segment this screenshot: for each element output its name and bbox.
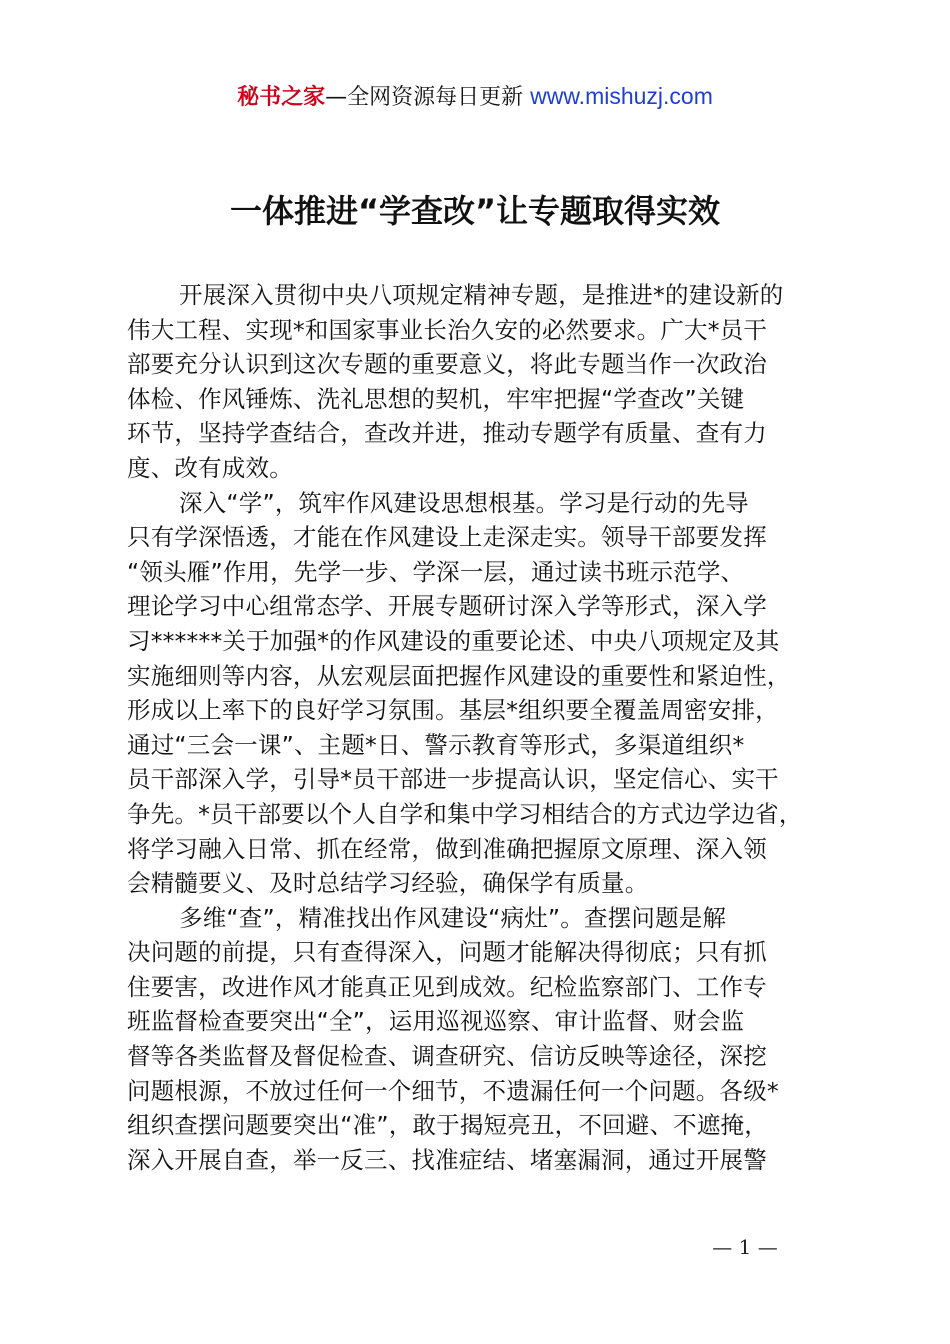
body-line: 多维“查”，精准找出作风建设“病灶”。查摆问题是解 xyxy=(179,903,727,932)
body-line: 形成以上率下的良好学习氛围。基层*组织要全覆盖周密安排， xyxy=(127,696,779,725)
body-line: 班监督检查要突出“全”，运用巡视巡察、审计监督、财会监 xyxy=(127,1007,745,1036)
body-line: 决问题的前提，只有查得深入，问题才能解决得彻底；只有抓 xyxy=(127,938,767,967)
site-url[interactable]: www.mishuzj.com xyxy=(530,83,713,109)
document-title: 一体推进“学查改”让专题取得实效 xyxy=(229,192,721,230)
body-line: 将学习融入日常、抓在经常，做到准确把握原文原理、深入领 xyxy=(127,834,767,863)
body-line: 会精髓要义、及时总结学习经验，确保学有质量。 xyxy=(127,869,649,898)
body-line: 问题根源，不放过任何一个细节，不遗漏任何一个问题。各级* xyxy=(127,1076,779,1105)
body-line: 督等各类监督及督促检查、调查研究、信访反映等途径，深挖 xyxy=(127,1042,767,1071)
body-line: 通过“三会一课”、主题*日、警示教育等形式，多渠道组织* xyxy=(127,730,745,759)
header-tagline: —全网资源每日更新 xyxy=(325,85,524,110)
body-line: 争先。*员干部要以个人自学和集中学习相结合的方式边学边省， xyxy=(127,799,803,828)
body-line: 度、改有成效。 xyxy=(127,453,293,482)
body-line: 体检、作风锤炼、洗礼思想的契机，牢牢把握“学查改”关键 xyxy=(127,384,745,413)
body-line: 深入“学”，筑牢作风建设思想根基。学习是行动的先导 xyxy=(179,488,749,517)
body-line: 组织查摆问题要突出“准”，敢于揭短亮丑，不回避、不遮掩， xyxy=(127,1111,768,1140)
body-line: 环节，坚持学查结合，查改并进，推动专题学有质量、查有力 xyxy=(127,419,767,448)
body-line: 只有学深悟透，才能在作风建设上走深走实。领导干部要发挥 xyxy=(127,523,767,552)
body-line: 深入开展自查，举一反三、找准症结、堵塞漏洞，通过开展警 xyxy=(127,1145,767,1174)
body-line: “领头雁”作用，先学一步、学深一层，通过读书班示范学、 xyxy=(127,557,745,586)
body-line: 理论学习中心组常态学、开展专题研讨深入学等形式，深入学 xyxy=(127,592,767,621)
body-line: 开展深入贯彻中央八项规定精神专题，是推进*的建设新的 xyxy=(179,281,784,309)
body-line: 部要充分认识到这次专题的重要意义，将此专题当作一次政治 xyxy=(127,350,767,379)
site-header xyxy=(0,80,950,114)
body-line: 实施细则等内容，从宏观层面把握作风建设的重要性和紧迫性， xyxy=(127,661,791,690)
body-line: 伟大工程、实现*和国家事业长治久安的必然要求。广大*员干 xyxy=(127,315,768,344)
brand-name: 秘书之家 xyxy=(237,85,326,110)
body-line: 员干部深入学，引导*员干部进一步提高认识，坚定信心、实干 xyxy=(127,765,779,794)
document-body xyxy=(127,278,855,1177)
body-line: 住要害，改进作风才能真正见到成效。纪检监察部门、工作专 xyxy=(127,972,767,1001)
body-line: 习******关于加强*的作风建设的重要论述、中央八项规定及其 xyxy=(127,626,780,655)
page-number: — 1 — xyxy=(712,1235,778,1259)
